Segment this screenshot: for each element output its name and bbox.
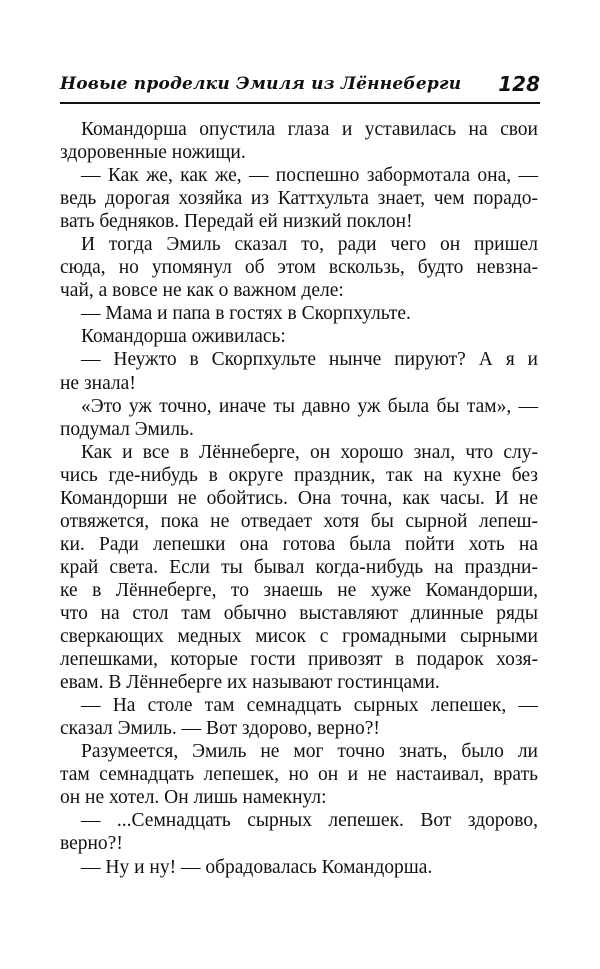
text-line: ки. Ради лепешки она готова была пойти хоть на [60, 533, 538, 555]
text-line: Командорши не обойтись. Она точна, как часы. И не [60, 487, 538, 509]
text-line: Как и все в Лённеберге, он хорошо знал, что слу- [81, 441, 538, 463]
text-line: он не хотел. Он лишь намекнул: [60, 787, 327, 809]
paragraph [60, 856, 538, 879]
text-line: подумал Эмиль. [60, 418, 194, 440]
text-line: здоровенные ножищи. [60, 142, 246, 164]
text-line: И тогда Эмиль сказал то, ради чего он пришел [81, 234, 538, 256]
text-line: — Ну и ну! — обрадовалась Командорша. [81, 856, 433, 878]
text-line: — Как же, как же, — поспешно забормотала она, — [81, 165, 538, 187]
text-line: лепешками, которые гости привозят в подарок хозя- [60, 649, 538, 671]
text-line: ведь дорогая хозяйка из Каттхульта знает, чем порадо- [60, 188, 538, 210]
text-line: — ...Семнадцать сырных лепешек. Вот здорово, [81, 810, 538, 832]
paragraph [60, 395, 538, 441]
text-line: не знала! [60, 372, 136, 394]
text-line: верно?! [60, 833, 123, 855]
text-line: — Мама и папа в гостях в Скорпхульте. [81, 303, 411, 325]
text-line: чай, а вовсе не как о важном деле: [60, 280, 344, 302]
page-number: 128 [498, 72, 540, 96]
text-line: там семнадцать лепешек, но он и не настаивал, врать [60, 764, 538, 786]
text-line: — На столе там семнадцать сырных лепешек, — [81, 695, 538, 717]
paragraph [60, 325, 538, 348]
text-line: вать бедняков. Передай ей низкий поклон! [60, 211, 413, 233]
paragraph [60, 441, 538, 695]
text-line: сверкающих медных мисок с громадными сырными [60, 626, 538, 648]
running-header [60, 72, 540, 104]
paragraph [60, 809, 538, 855]
text-line: Командорша оживилась: [81, 326, 286, 348]
text-line: ке в Лённеберге, то знаешь не хуже Командорши, [60, 579, 538, 601]
text-line: край света. Если ты бывал когда-нибудь на праздни- [60, 556, 538, 578]
text-line: отвяжется, пока не отведает хотя бы сырной лепеш- [60, 510, 538, 532]
text-line: — Неужто в Скорпхульте нынче пируют? А я и [81, 349, 538, 371]
text-line: что на стол там обычно выставляют длинные ряды [60, 602, 538, 624]
paragraph [60, 302, 538, 325]
paragraph [60, 740, 538, 809]
paragraph [60, 233, 538, 302]
paragraph [60, 164, 538, 233]
text-line: Разумеется, Эмиль не мог точно знать, было ли [81, 741, 538, 763]
text-line: «Это уж точно, иначе ты давно уж была бы там», — [81, 395, 538, 417]
text-line: Командорша опустила глаза и уставилась на свои [81, 119, 538, 140]
page-body-text [60, 118, 538, 879]
text-line: сказал Эмиль. — Вот здорово, верно?! [60, 718, 380, 740]
text-line: евам. В Лённеберге их называют гостинцами. [60, 672, 440, 694]
paragraph [60, 118, 538, 164]
paragraph [60, 694, 538, 740]
text-line: чись где-нибудь в округе праздник, так на кухне без [60, 464, 538, 486]
text-line: сюда, но упомянул об этом вскользь, будто невзна- [60, 257, 538, 279]
paragraph [60, 348, 538, 394]
book-title: Новые проделки Эмиля из Лённеберги [60, 74, 462, 94]
